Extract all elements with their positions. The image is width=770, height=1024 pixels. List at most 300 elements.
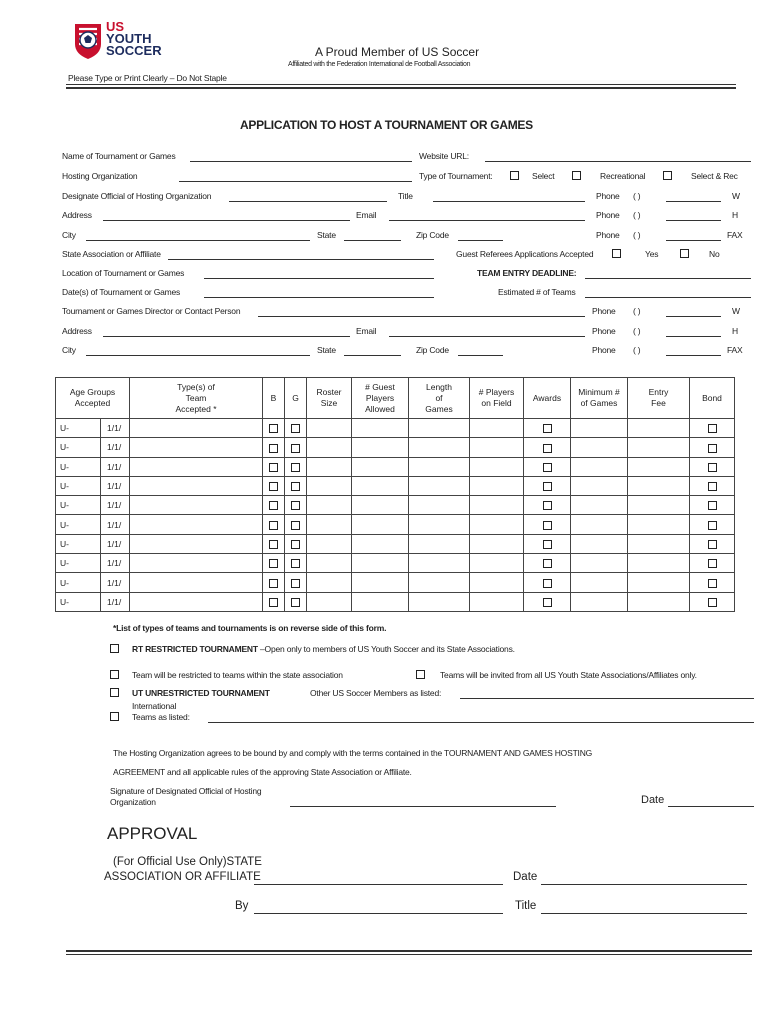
col-types: Type(s) of Team Accepted *: [130, 378, 263, 419]
col-b: B: [263, 378, 285, 419]
minimum-cell[interactable]: [571, 515, 628, 534]
players-cell[interactable]: [470, 554, 524, 573]
age-date-cell[interactable]: [101, 515, 130, 534]
state-field[interactable]: [344, 240, 401, 241]
awards-checkbox[interactable]: [543, 598, 552, 607]
players-cell[interactable]: [470, 515, 524, 534]
guest-cell[interactable]: [352, 534, 409, 553]
header-divider: [66, 84, 736, 89]
age-group-cell[interactable]: [56, 496, 101, 515]
entry-cell[interactable]: [628, 438, 690, 457]
type-label: Type of Tournament:: [419, 171, 493, 181]
table-row: [56, 573, 735, 592]
guest-cell[interactable]: [352, 496, 409, 515]
age-groups-table: [55, 377, 735, 612]
phone-fax-label: Phone: [596, 230, 620, 240]
players-cell[interactable]: [470, 476, 524, 495]
col-length: Length of Games: [409, 378, 470, 419]
bond-checkbox[interactable]: [708, 540, 717, 549]
invited-all-label: Teams will be invited from all US Youth State Associations/Affiliates only.: [440, 670, 697, 680]
boys-cell: [263, 515, 285, 534]
length-cell[interactable]: [409, 476, 470, 495]
zip-label: Zip Code: [416, 230, 449, 240]
length-cell[interactable]: [409, 592, 470, 611]
awards-cell: [524, 457, 571, 476]
director-zip-label: Zip Code: [416, 345, 449, 355]
age-date: 1/1/: [107, 423, 122, 434]
bond-checkbox[interactable]: [708, 444, 717, 453]
awards-checkbox[interactable]: [543, 444, 552, 453]
director-field[interactable]: [258, 316, 585, 317]
boys-checkbox[interactable]: [269, 559, 278, 568]
boys-checkbox[interactable]: [269, 501, 278, 510]
age-group-cell[interactable]: [56, 457, 101, 476]
city-field[interactable]: [86, 240, 310, 241]
team-type-cell[interactable]: [130, 476, 263, 495]
approval-official-2: ASSOCIATION OR AFFILIATE: [104, 871, 261, 883]
length-cell[interactable]: [409, 515, 470, 534]
entry-cell[interactable]: [628, 592, 690, 611]
minimum-cell[interactable]: [571, 573, 628, 592]
rt-rest: –Open only to members of US Youth Soccer and its State Associations.: [257, 644, 515, 654]
entry-cell[interactable]: [628, 419, 690, 438]
director-phone-h-paren: ( ): [633, 326, 641, 336]
length-cell[interactable]: [409, 438, 470, 457]
boys-checkbox[interactable]: [269, 444, 278, 453]
signature-date-field[interactable]: [668, 806, 754, 807]
phone-fax-paren: ( ): [633, 230, 641, 240]
length-cell[interactable]: [409, 457, 470, 476]
guest-cell[interactable]: [352, 438, 409, 457]
bond-cell: [690, 457, 735, 476]
address-field[interactable]: [103, 220, 350, 221]
rt-bold: RT RESTRICTED TOURNAMENT: [132, 644, 258, 654]
boys-checkbox[interactable]: [269, 521, 278, 530]
bond-cell: [690, 476, 735, 495]
boys-checkbox[interactable]: [269, 463, 278, 472]
hosting-label: Hosting Organization: [62, 171, 138, 181]
girls-checkbox[interactable]: [291, 482, 300, 491]
girls-checkbox[interactable]: [291, 559, 300, 568]
bond-cell: [690, 496, 735, 515]
players-cell[interactable]: [470, 496, 524, 515]
boys-checkbox[interactable]: [269, 579, 278, 588]
entry-cell[interactable]: [628, 534, 690, 553]
phone-fax-field[interactable]: [666, 240, 721, 241]
age-group-prefix: U-: [60, 519, 69, 530]
director-city-field[interactable]: [86, 355, 310, 356]
age-group-cell[interactable]: [56, 419, 101, 438]
awards-checkbox[interactable]: [543, 559, 552, 568]
ut-checkbox[interactable]: [110, 688, 119, 697]
players-cell[interactable]: [470, 457, 524, 476]
age-group-prefix: U-: [60, 423, 69, 434]
website-label: Website URL:: [419, 151, 469, 161]
bond-cell: [690, 592, 735, 611]
age-group-cell[interactable]: [56, 515, 101, 534]
girls-checkbox[interactable]: [291, 598, 300, 607]
boys-cell: [263, 419, 285, 438]
restricted-state-label: Team will be restricted to teams within the state association: [132, 670, 343, 680]
age-date: 1/1/: [107, 577, 122, 588]
age-date: 1/1/: [107, 596, 122, 607]
director-label: Tournament or Games Director or Contact Person: [62, 306, 241, 316]
team-type-cell[interactable]: [130, 554, 263, 573]
awards-cell: [524, 515, 571, 534]
team-type-cell[interactable]: [130, 419, 263, 438]
approval-by-field[interactable]: [254, 913, 503, 914]
bond-checkbox[interactable]: [708, 482, 717, 491]
players-cell[interactable]: [470, 592, 524, 611]
signature-field[interactable]: [290, 806, 556, 807]
director-phone-w-suffix: W: [732, 306, 740, 316]
age-date-cell[interactable]: [101, 419, 130, 438]
hosting-field[interactable]: [179, 181, 412, 182]
table-row: [56, 592, 735, 611]
girls-checkbox[interactable]: [291, 424, 300, 433]
bond-cell: [690, 515, 735, 534]
minimum-cell[interactable]: [571, 496, 628, 515]
team-type-cell[interactable]: [130, 573, 263, 592]
director-city-label: City: [62, 345, 76, 355]
age-group-prefix: U-: [60, 538, 69, 549]
roster-cell[interactable]: [307, 573, 352, 592]
age-group-cell[interactable]: [56, 592, 101, 611]
age-date: 1/1/: [107, 558, 122, 569]
entry-cell[interactable]: [628, 457, 690, 476]
length-cell[interactable]: [409, 573, 470, 592]
dates-field[interactable]: [204, 297, 434, 298]
team-type-cell[interactable]: [130, 496, 263, 515]
awards-checkbox[interactable]: [543, 463, 552, 472]
approval-official-1: (For Official Use Only)STATE: [113, 856, 262, 868]
entry-cell[interactable]: [628, 573, 690, 592]
minimum-cell[interactable]: [571, 457, 628, 476]
age-date-cell[interactable]: [101, 476, 130, 495]
table-row: [56, 534, 735, 553]
agreement-line-2: AGREEMENT and all applicable rules of the approving State Association or Affiliate.: [113, 767, 412, 777]
col-bond: Bond: [690, 378, 735, 419]
location-field[interactable]: [204, 278, 434, 279]
table-row: [56, 476, 735, 495]
awards-checkbox[interactable]: [543, 482, 552, 491]
awards-cell: [524, 592, 571, 611]
entry-cell[interactable]: [628, 554, 690, 573]
length-cell[interactable]: [409, 534, 470, 553]
type-select-checkbox[interactable]: [510, 171, 519, 180]
director-state-field[interactable]: [344, 355, 401, 356]
team-type-cell[interactable]: [130, 534, 263, 553]
team-type-cell[interactable]: [130, 457, 263, 476]
age-date-cell[interactable]: [101, 592, 130, 611]
dates-label: Date(s) of Tournament or Games: [62, 287, 181, 297]
bond-cell: [690, 573, 735, 592]
boys-cell: [263, 438, 285, 457]
girls-checkbox[interactable]: [291, 540, 300, 549]
international-checkbox[interactable]: [110, 712, 119, 721]
minimum-cell[interactable]: [571, 554, 628, 573]
location-label: Location of Tournament or Games: [62, 268, 185, 278]
logo-text-soccer: SOCCER: [106, 43, 162, 58]
bond-checkbox[interactable]: [708, 463, 717, 472]
age-group-cell[interactable]: [56, 534, 101, 553]
footer-divider: [66, 950, 752, 955]
girls-cell: [285, 476, 307, 495]
girls-cell: [285, 554, 307, 573]
type-select-label: Select: [532, 171, 555, 181]
logo-text-us: US: [106, 19, 125, 34]
players-cell[interactable]: [470, 438, 524, 457]
age-date-cell[interactable]: [101, 457, 130, 476]
logo-text-youth: YOUTH: [106, 31, 152, 46]
other-members-field[interactable]: [460, 698, 754, 699]
email-field[interactable]: [389, 220, 585, 221]
table-row: [56, 496, 735, 515]
length-cell[interactable]: [409, 554, 470, 573]
roster-cell[interactable]: [307, 534, 352, 553]
phone-h-paren: ( ): [633, 210, 641, 220]
director-email-field[interactable]: [389, 336, 585, 337]
age-date: 1/1/: [107, 442, 122, 453]
phone-h-field[interactable]: [666, 220, 721, 221]
guest-cell[interactable]: [352, 476, 409, 495]
director-address-field[interactable]: [103, 336, 350, 337]
roster-cell[interactable]: [307, 592, 352, 611]
bond-cell: [690, 554, 735, 573]
awards-checkbox[interactable]: [543, 540, 552, 549]
deadline-field[interactable]: [585, 278, 751, 279]
phone-w-label: Phone: [596, 191, 620, 201]
deadline-label: TEAM ENTRY DEADLINE:: [477, 268, 577, 278]
state-assoc-field[interactable]: [168, 259, 434, 260]
minimum-cell[interactable]: [571, 534, 628, 553]
guest-cell[interactable]: [352, 457, 409, 476]
col-minimum: Minimum # of Games: [571, 378, 628, 419]
rt-checkbox[interactable]: [110, 644, 119, 653]
city-label: City: [62, 230, 76, 240]
awards-cell: [524, 554, 571, 573]
awards-checkbox[interactable]: [543, 501, 552, 510]
entry-cell[interactable]: [628, 515, 690, 534]
header-tagline: A Proud Member of US Soccer: [315, 45, 480, 59]
approval-date-field[interactable]: [541, 884, 747, 885]
team-type-cell[interactable]: [130, 515, 263, 534]
boys-cell: [263, 573, 285, 592]
header-affiliation: Affiliated with the Federation International de Football Association: [288, 61, 471, 68]
guest-ref-yes-label: Yes: [645, 249, 659, 259]
director-phone-h-field[interactable]: [666, 336, 721, 337]
age-date-cell[interactable]: [101, 534, 130, 553]
minimum-cell[interactable]: [571, 476, 628, 495]
director-phone-fax-field[interactable]: [666, 355, 721, 356]
type-recreational-checkbox[interactable]: [572, 171, 581, 180]
age-date-cell[interactable]: [101, 554, 130, 573]
boys-cell: [263, 457, 285, 476]
bond-checkbox[interactable]: [708, 501, 717, 510]
bond-checkbox[interactable]: [708, 521, 717, 530]
header-instruction: Please Type or Print Clearly – Do Not Staple: [68, 73, 227, 83]
table-row: [56, 438, 735, 457]
length-cell[interactable]: [409, 496, 470, 515]
table-row: [56, 515, 735, 534]
guest-ref-yes-checkbox[interactable]: [612, 249, 621, 258]
ut-label: UT UNRESTRICTED TOURNAMENT: [132, 688, 270, 698]
girls-checkbox[interactable]: [291, 521, 300, 530]
roster-cell[interactable]: [307, 476, 352, 495]
logo: [73, 20, 168, 62]
boys-checkbox[interactable]: [269, 540, 278, 549]
awards-cell: [524, 534, 571, 553]
guest-cell[interactable]: [352, 515, 409, 534]
players-cell[interactable]: [470, 534, 524, 553]
girls-cell: [285, 592, 307, 611]
bond-checkbox[interactable]: [708, 598, 717, 607]
awards-checkbox[interactable]: [543, 579, 552, 588]
approval-assoc-field[interactable]: [254, 884, 503, 885]
players-cell[interactable]: [470, 419, 524, 438]
length-cell[interactable]: [409, 419, 470, 438]
awards-checkbox[interactable]: [543, 521, 552, 530]
boys-cell: [263, 592, 285, 611]
roster-cell[interactable]: [307, 419, 352, 438]
page-title: APPLICATION TO HOST A TOURNAMENT OR GAMES: [240, 118, 533, 132]
minimum-cell[interactable]: [571, 419, 628, 438]
guest-ref-no-checkbox[interactable]: [680, 249, 689, 258]
entry-cell[interactable]: [628, 476, 690, 495]
phone-w-suffix: W: [732, 191, 740, 201]
invited-all-checkbox[interactable]: [416, 670, 425, 679]
boys-checkbox[interactable]: [269, 598, 278, 607]
age-group-cell[interactable]: [56, 476, 101, 495]
director-phone-w-paren: ( ): [633, 306, 641, 316]
col-entry: Entry Fee: [628, 378, 690, 419]
teams-listed-field[interactable]: [208, 722, 754, 723]
approval-title-field[interactable]: [541, 913, 747, 914]
restricted-state-checkbox[interactable]: [110, 670, 119, 679]
boys-checkbox[interactable]: [269, 424, 278, 433]
website-field[interactable]: [485, 161, 751, 162]
age-group-cell[interactable]: [56, 554, 101, 573]
table-row: [56, 554, 735, 573]
roster-cell[interactable]: [307, 496, 352, 515]
guest-cell[interactable]: [352, 419, 409, 438]
table-header-row: [56, 378, 735, 419]
signature-label-2: Organization: [110, 797, 156, 807]
approval-by-label: By: [235, 900, 249, 912]
designate-title-field[interactable]: [433, 201, 585, 202]
girls-checkbox[interactable]: [291, 444, 300, 453]
col-guest: # Guest Players Allowed: [352, 378, 409, 419]
bond-cell: [690, 438, 735, 457]
bond-checkbox[interactable]: [708, 424, 717, 433]
roster-cell[interactable]: [307, 457, 352, 476]
type-recreational-label: Recreational: [600, 171, 646, 181]
rt-text: [132, 644, 515, 654]
awards-cell: [524, 496, 571, 515]
signature-date-label: Date: [641, 794, 665, 806]
age-date: 1/1/: [107, 481, 122, 492]
estimated-field[interactable]: [585, 297, 751, 298]
bond-cell: [690, 419, 735, 438]
age-date: 1/1/: [107, 519, 122, 530]
girls-cell: [285, 457, 307, 476]
type-select-rec-checkbox[interactable]: [663, 171, 672, 180]
roster-cell[interactable]: [307, 438, 352, 457]
age-date: 1/1/: [107, 538, 122, 549]
estimated-label: Estimated # of Teams: [498, 287, 576, 297]
name-field[interactable]: [190, 161, 412, 162]
phone-h-label: Phone: [596, 210, 620, 220]
designate-title-label: Title: [398, 191, 413, 201]
minimum-cell[interactable]: [571, 438, 628, 457]
girls-cell: [285, 419, 307, 438]
guest-cell[interactable]: [352, 592, 409, 611]
girls-cell: [285, 573, 307, 592]
signature-label-1: Signature of Designated Official of Hosting: [110, 786, 262, 796]
zip-field[interactable]: [458, 240, 503, 241]
guest-cell[interactable]: [352, 573, 409, 592]
age-date-cell[interactable]: [101, 573, 130, 592]
minimum-cell[interactable]: [571, 592, 628, 611]
girls-cell: [285, 438, 307, 457]
state-label: State: [317, 230, 336, 240]
boys-cell: [263, 476, 285, 495]
approval-date-label: Date: [513, 871, 538, 883]
director-phone-w-field[interactable]: [666, 316, 721, 317]
age-date: 1/1/: [107, 461, 122, 472]
phone-w-field[interactable]: [666, 201, 721, 202]
director-phone-fax-label: Phone: [592, 345, 616, 355]
col-roster: Roster Size: [307, 378, 352, 419]
address-label: Address: [62, 210, 92, 220]
teams-listed-label: Teams as listed:: [132, 712, 190, 722]
entry-cell[interactable]: [628, 496, 690, 515]
designate-field[interactable]: [229, 201, 387, 202]
email-label: Email: [356, 210, 377, 220]
awards-cell: [524, 476, 571, 495]
awards-checkbox[interactable]: [543, 424, 552, 433]
roster-cell[interactable]: [307, 554, 352, 573]
team-type-cell[interactable]: [130, 438, 263, 457]
age-date-cell[interactable]: [101, 496, 130, 515]
name-label: Name of Tournament or Games: [62, 151, 176, 161]
age-date-cell[interactable]: [101, 438, 130, 457]
director-zip-field[interactable]: [458, 355, 503, 356]
international-label: International: [132, 701, 177, 711]
players-cell[interactable]: [470, 573, 524, 592]
agreement-line-1: The Hosting Organization agrees to be bound by and comply with the terms contained in the TOURNAMENT AND GAMES HOSTING: [113, 748, 593, 758]
girls-cell: [285, 534, 307, 553]
list-note: *List of types of teams and tournaments is on reverse side of this form.: [113, 623, 387, 633]
girls-checkbox[interactable]: [291, 463, 300, 472]
age-group-cell[interactable]: [56, 573, 101, 592]
bond-checkbox[interactable]: [708, 579, 717, 588]
bond-cell: [690, 534, 735, 553]
girls-checkbox[interactable]: [291, 501, 300, 510]
awards-cell: [524, 419, 571, 438]
girls-checkbox[interactable]: [291, 579, 300, 588]
girls-cell: [285, 515, 307, 534]
boys-cell: [263, 554, 285, 573]
age-group-prefix: U-: [60, 596, 69, 607]
boys-checkbox[interactable]: [269, 482, 278, 491]
team-type-cell[interactable]: [130, 592, 263, 611]
bond-checkbox[interactable]: [708, 559, 717, 568]
approval-title-label: Title: [515, 900, 537, 912]
roster-cell[interactable]: [307, 515, 352, 534]
guest-cell[interactable]: [352, 554, 409, 573]
age-group-cell[interactable]: [56, 438, 101, 457]
